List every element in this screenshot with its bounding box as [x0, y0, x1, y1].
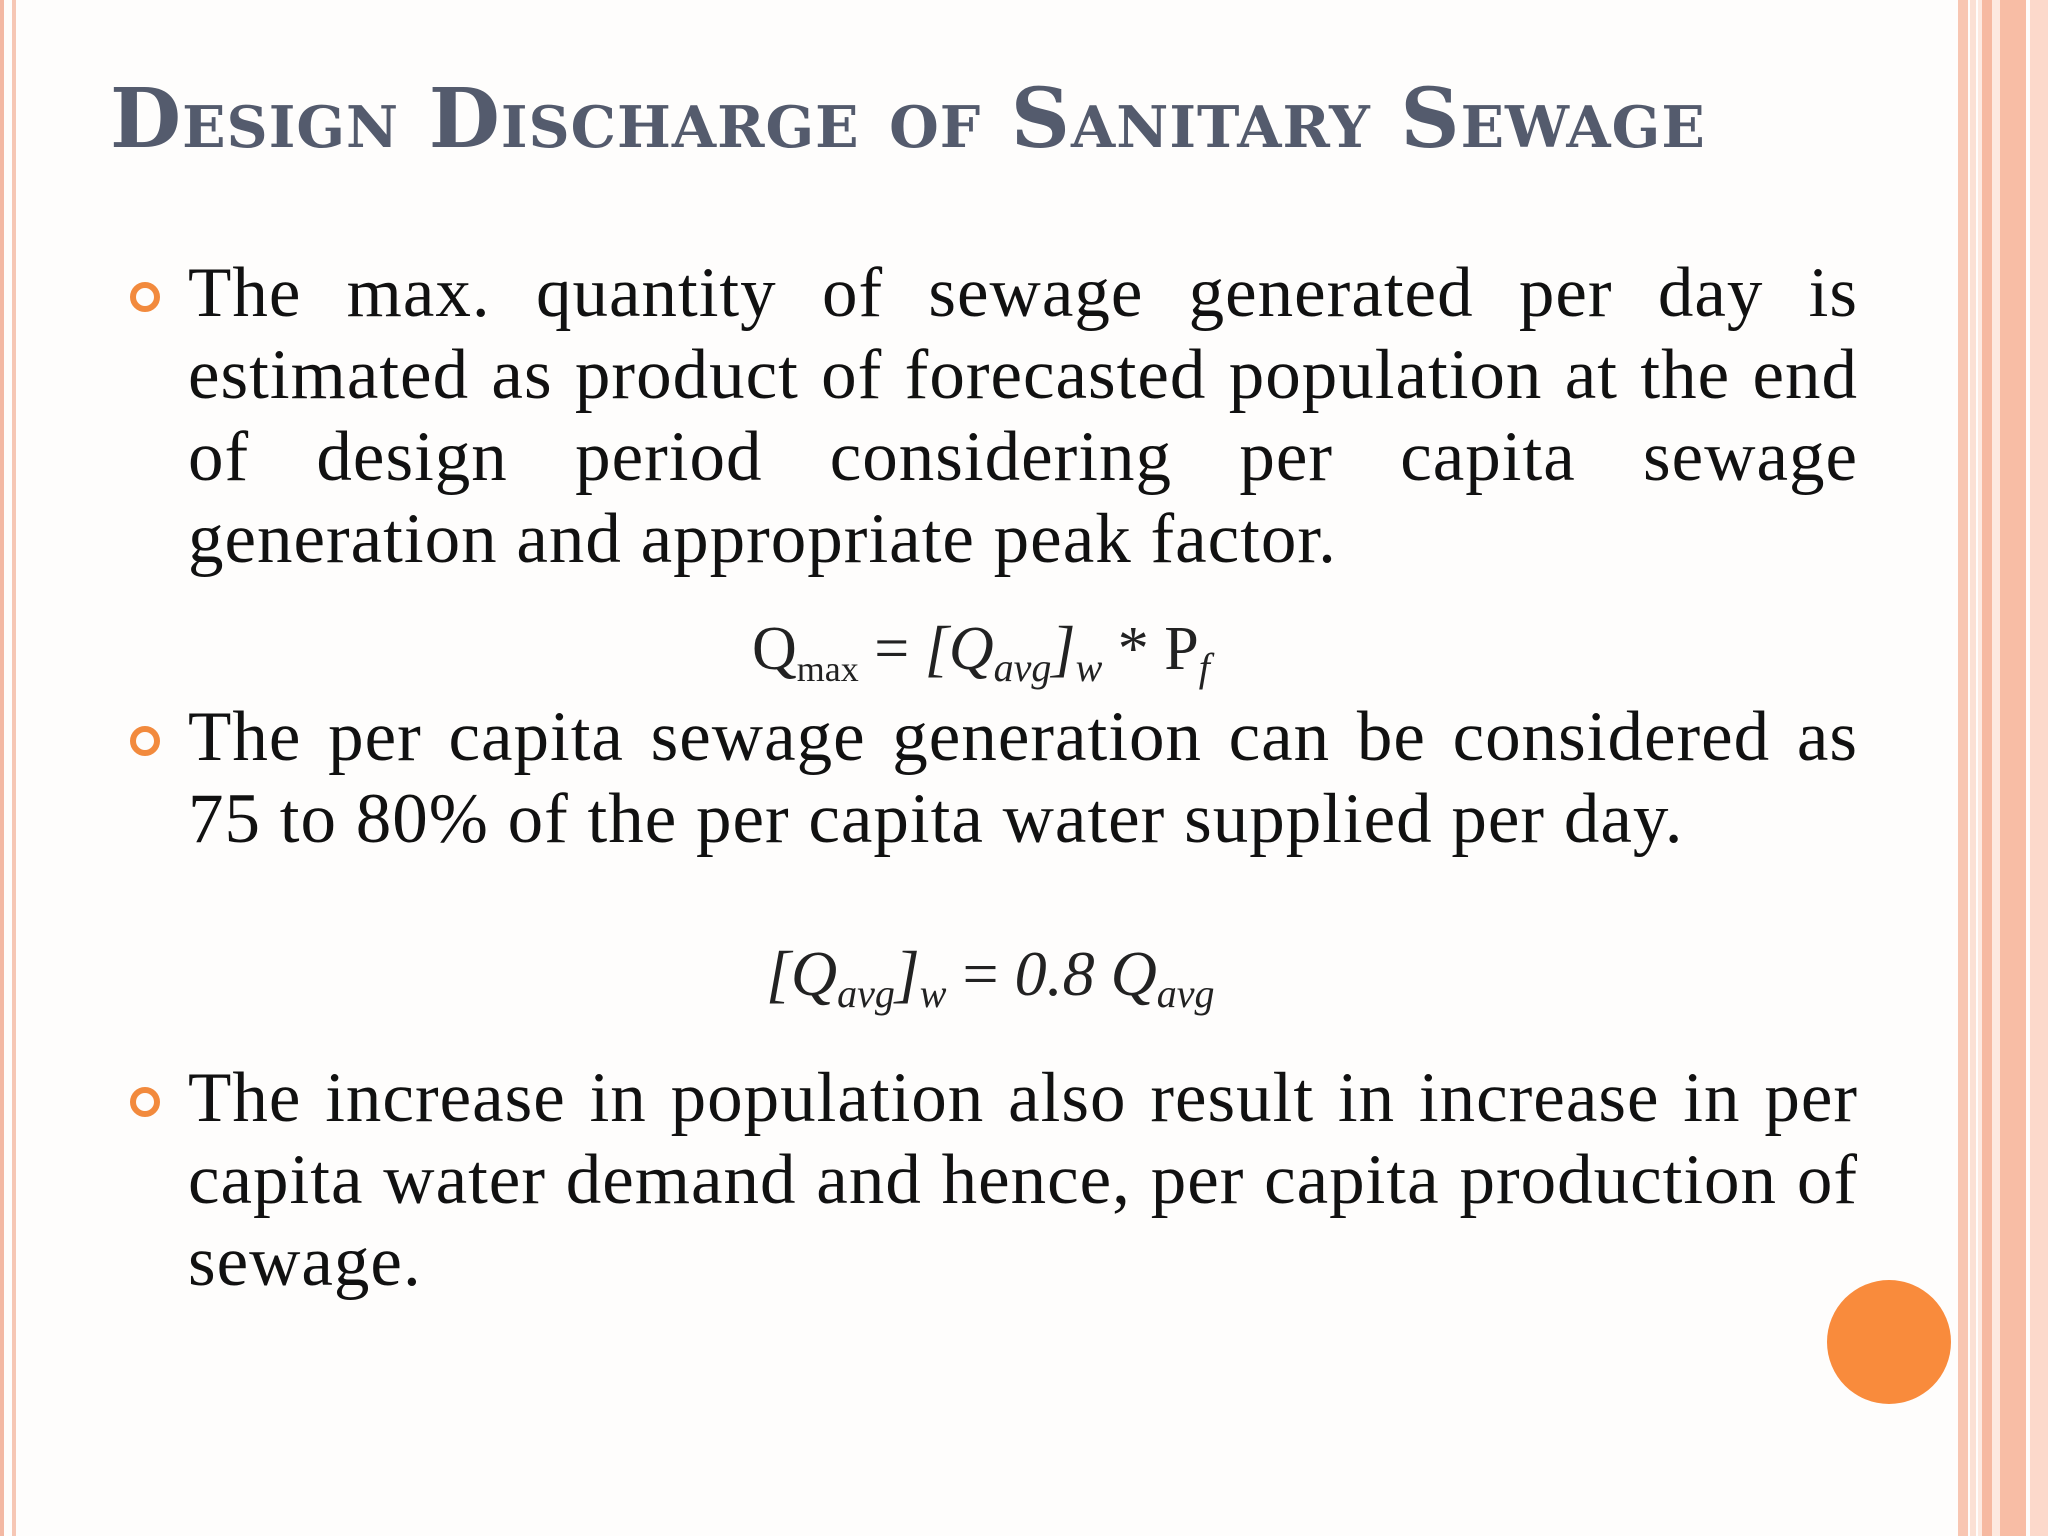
bullet-text: The increase in population also result in increase in per capita water demand and hence, per capita production of sewage.: [188, 1059, 1858, 1301]
formula-term: Q: [790, 938, 838, 1009]
formula-qmax: [752, 615, 1210, 690]
formula-subscript: max: [796, 649, 859, 689]
formula-operator: *: [1102, 615, 1165, 683]
formula-bracket: ]: [894, 938, 920, 1009]
formula-subscript: avg: [993, 645, 1052, 690]
formula-subscript: f: [1198, 645, 1210, 690]
formula-term: Q: [1110, 938, 1157, 1009]
formula-subscript: w: [1075, 645, 1103, 690]
formula-bracket: [: [924, 615, 949, 683]
formula-term: Q: [752, 615, 797, 683]
formula-operator: =: [858, 615, 925, 683]
formula-bracket: [: [766, 938, 791, 1009]
left-border-outer: [0, 0, 4, 1536]
decorative-orange-circle: [1827, 1280, 1951, 1404]
right-border-stripe: [1958, 0, 1968, 1536]
bullet-circle-icon: [130, 726, 160, 756]
formula-term: 0.8: [1014, 938, 1111, 1009]
right-border-stripe: [1982, 0, 1992, 1536]
right-border-stripe: [2000, 0, 2026, 1536]
bullet-circle-icon: [130, 1087, 160, 1117]
formula-subscript: avg: [1156, 971, 1215, 1016]
formula-term: P: [1164, 615, 1199, 683]
formula-operator: =: [946, 938, 1015, 1009]
formula-bracket: ]: [1051, 615, 1076, 683]
bullet-circle-icon: [130, 282, 160, 312]
left-border-inner: [12, 0, 16, 1536]
bullet-text: The max. quantity of sewage generated per day is estimated as product of forecasted population at the end of design period considering per capita sewage generation and appropriate peak factor.: [188, 254, 1858, 578]
slide-title: Design Discharge of Sanitary Sewage: [110, 71, 1706, 167]
right-border-stripe: [2030, 0, 2048, 1536]
formula-subscript: w: [919, 971, 947, 1016]
bullet-text: The per capita sewage generation can be considered as 75 to 80% of the per capita water supplied per day.: [188, 698, 1858, 858]
formula-subscript: avg: [837, 971, 895, 1016]
formula-qavg-w: [766, 938, 1215, 1016]
formula-term: Q: [948, 615, 994, 683]
right-border-stripe: [1970, 0, 1976, 1536]
